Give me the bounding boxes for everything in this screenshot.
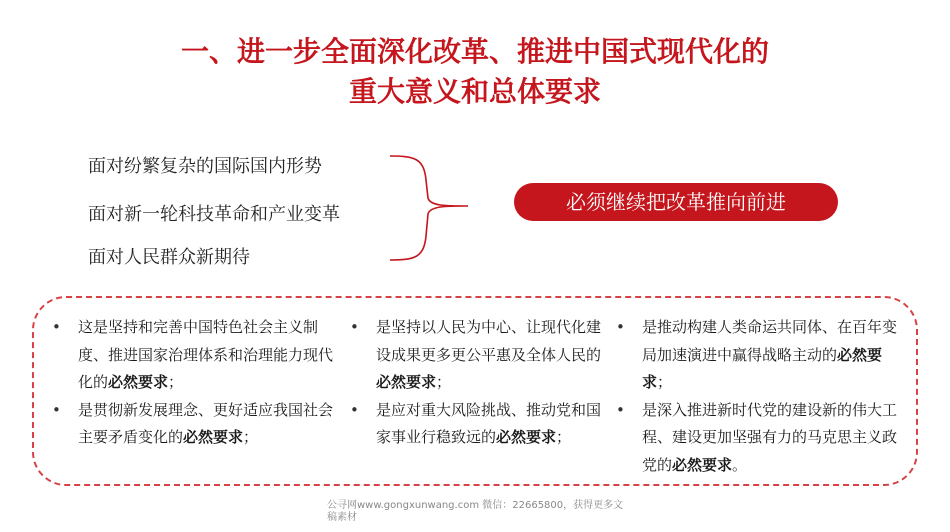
situation-item-1: 面对纷繁复杂的国际国内形势	[88, 156, 322, 177]
situation-item-2: 面对新一轮科技革命和产业变革	[88, 204, 340, 225]
page-title	[0, 32, 950, 112]
list-item: • 是推动构建人类命运共同体、在百年变局加速演进中赢得战略主动的必然要求；	[616, 314, 906, 397]
title-line-1: 一、进一步全面深化改革、推进中国式现代化的	[180, 35, 769, 68]
requirements-column-1	[52, 314, 340, 452]
title-line-2: 重大意义和总体要求	[348, 75, 601, 108]
requirements-column-2	[350, 314, 610, 452]
conclusion-badge: 必须继续把改革推向前进	[514, 183, 838, 221]
list-item: • 是应对重大风险挑战、推动党和国家事业行稳致远的必然要求；	[350, 397, 610, 452]
list-item: • 是坚持以人民为中心、让现代化建设成果更多更公平惠及全体人民的必然要求；	[350, 314, 610, 397]
requirements-column-3	[616, 314, 906, 479]
situation-item-3: 面对人民群众新期待	[88, 247, 250, 268]
watermark-text: 公寻网www.gongxunwang.com 微信：22665800，获得更多文稿素材	[327, 500, 624, 523]
right-brace-icon	[388, 150, 472, 266]
list-item: • 是深入推进新时代党的建设新的伟大工程、建设更加坚强有力的马克思主义政党的必然要求。	[616, 397, 906, 480]
list-item: • 是贯彻新发展理念、更好适应我国社会主要矛盾变化的必然要求；	[52, 397, 340, 452]
list-item: • 这是坚持和完善中国特色社会主义制度、推进国家治理体系和治理能力现代化的必然要求；	[52, 314, 340, 397]
